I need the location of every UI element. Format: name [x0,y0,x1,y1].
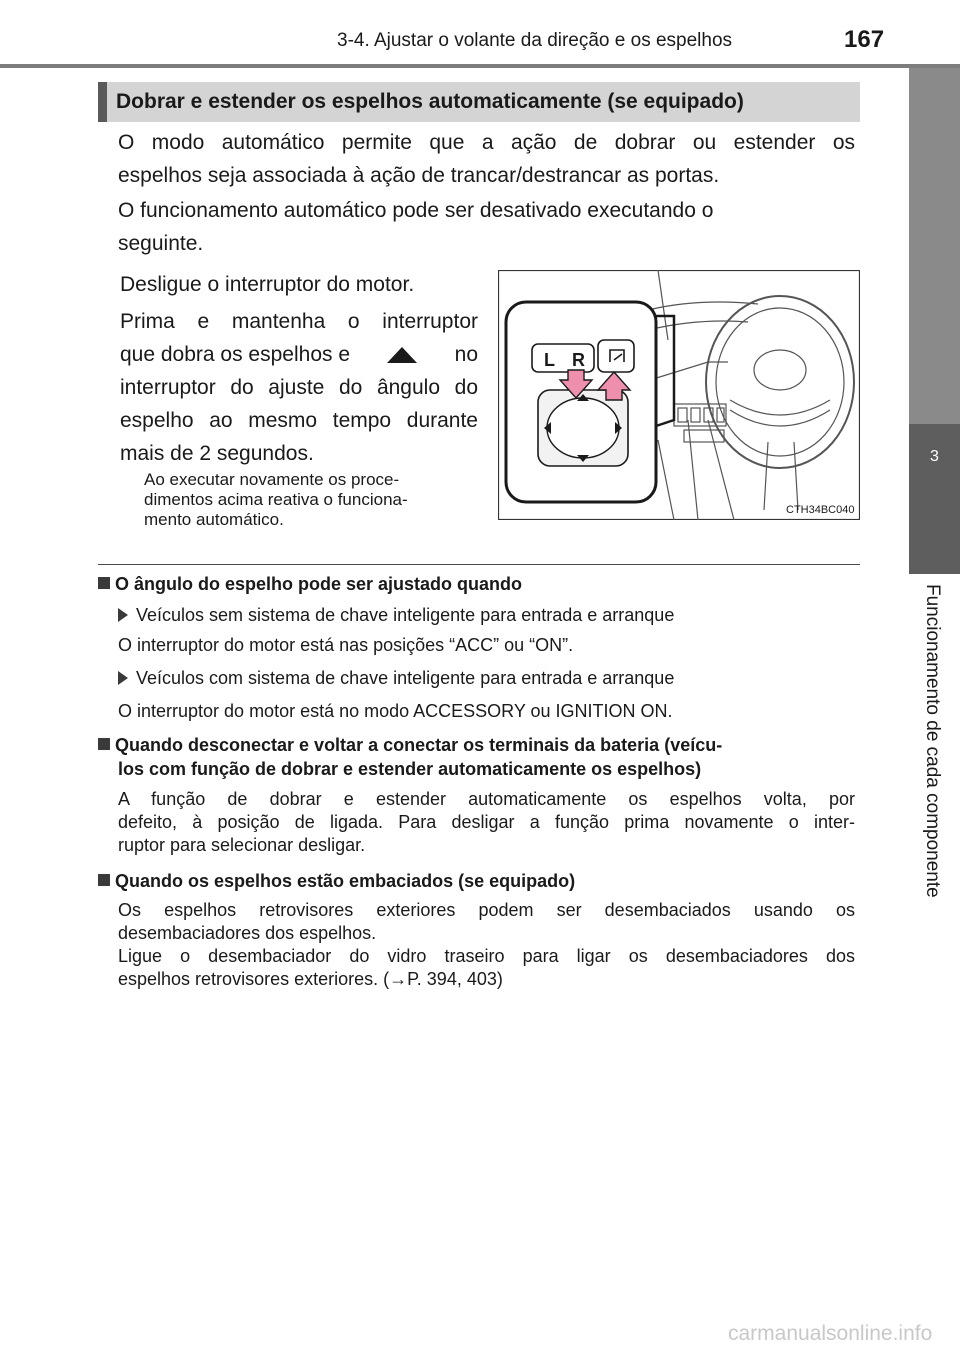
section-divider [98,564,860,565]
note-body-line: desembaciadores dos espelhos. [118,923,377,943]
running-header-title: 3-4. Ajustar o volante da direção e os espelhos [337,30,733,51]
label-left: L [544,350,555,370]
chapter-title: Funcionamento de cada componente [922,584,943,898]
condition-bullet [118,667,674,690]
condition-text: O interruptor do motor está nas posições “ACC” ou “ON”. [118,635,574,655]
note-body-line: A função de dobrar e estender automaticamente os espelhos volta, por [118,789,855,809]
label-right: R [572,350,585,370]
mirror-adjust-knob [547,398,619,458]
chapter-side-tab [909,68,960,1360]
note-heading-text: O ângulo do espelho pode ser ajustado quando [115,574,523,594]
square-bullet-icon [98,874,110,886]
page-number: 167 [844,26,885,53]
step-2-line: Prima e mantenha o interruptor [120,310,478,333]
note-body-line: defeito, à posição de ligada. Para desligar a função prima novamente o inter- [118,812,855,832]
triangle-bullet-icon [118,608,128,622]
step-2-text: no [454,343,478,366]
note-body-line: Os espelhos retrovisores exteriores podem ser desembaciados usando os [118,900,855,920]
side-tab-chapter-block [909,424,960,574]
intro-line: espelhos seja associada à ação de trancar/destrancar as portas. [118,164,720,187]
step-note [144,470,474,530]
side-tab-upper [909,68,960,424]
figure-code: CTH34BC040 [786,504,855,516]
mirror-switch-illustration [498,270,860,520]
square-bullet-icon [98,577,110,589]
step-2-line: mais de 2 segundos. [120,442,314,465]
intro-line: O modo automático permite que a ação de dobrar ou estender os [118,131,855,154]
chapter-number: 3 [930,448,939,465]
condition-text: O interruptor do motor está no modo ACCESSORY ou IGNITION ON. [118,701,673,721]
section-heading-bar [98,82,860,122]
step-2-line: interruptor do ajuste do ângulo do [120,376,478,399]
note-body-line: Ligue o desembaciador do vidro traseiro para ligar os desembaciadores dos [118,946,855,966]
note-heading-text: Quando desconectar e voltar a conectar os terminais da bateria (veícu- [115,735,723,755]
step-2-text: que dobra os espelhos e [120,343,351,366]
condition-bullet [118,604,674,627]
header-rule [0,64,960,68]
note-heading-text: los com função de dobrar e estender automaticamente os espelhos) [118,759,702,779]
note-heading-text: Quando os espelhos estão embaciados (se equipado) [115,871,576,891]
condition-bullet-text: Veículos com sistema de chave inteligente para entrada e arranque [136,668,675,688]
howto-line: O funcionamento automático pode ser desativado executando o [118,199,714,222]
note-heading [98,869,858,893]
howto-paragraph [118,194,855,260]
note-body-text: espelhos retrovisores exteriores. ( [118,969,390,989]
step-2-line-with-icon [120,338,478,371]
step-2 [120,305,478,470]
note-body-line [118,968,855,991]
triangle-bullet-icon [118,671,128,685]
section-heading-edge [98,82,107,122]
condition-bullet-text: Veículos sem sistema de chave inteligente para entrada e arranque [136,605,675,625]
page-reference-link[interactable]: P. 394, 403) [407,969,503,989]
note-line: Ao executar novamente os proce- [144,470,400,489]
note-body [118,899,855,991]
page-ref-arrow-icon: → [389,969,408,989]
note-heading [98,572,858,596]
fold-switch [598,340,634,372]
note-line: mento automático. [144,510,284,529]
step-1: Desligue o interruptor do motor. [120,273,415,296]
section-heading: Dobrar e estender os espelhos automaticamente (se equipado) [116,90,744,113]
note-body [118,788,855,857]
watermark: carmanualsonline.info [728,1322,933,1345]
note-line: dimentos acima reativa o funciona- [144,490,408,509]
howto-line: seguinte. [118,232,204,255]
intro-paragraph [118,126,855,192]
note-heading [98,733,858,781]
note-body-line: ruptor para selecionar desligar. [118,835,366,855]
up-triangle-icon [386,346,418,364]
step-2-line: espelho ao mesmo tempo durante [120,409,478,432]
square-bullet-icon [98,738,110,750]
